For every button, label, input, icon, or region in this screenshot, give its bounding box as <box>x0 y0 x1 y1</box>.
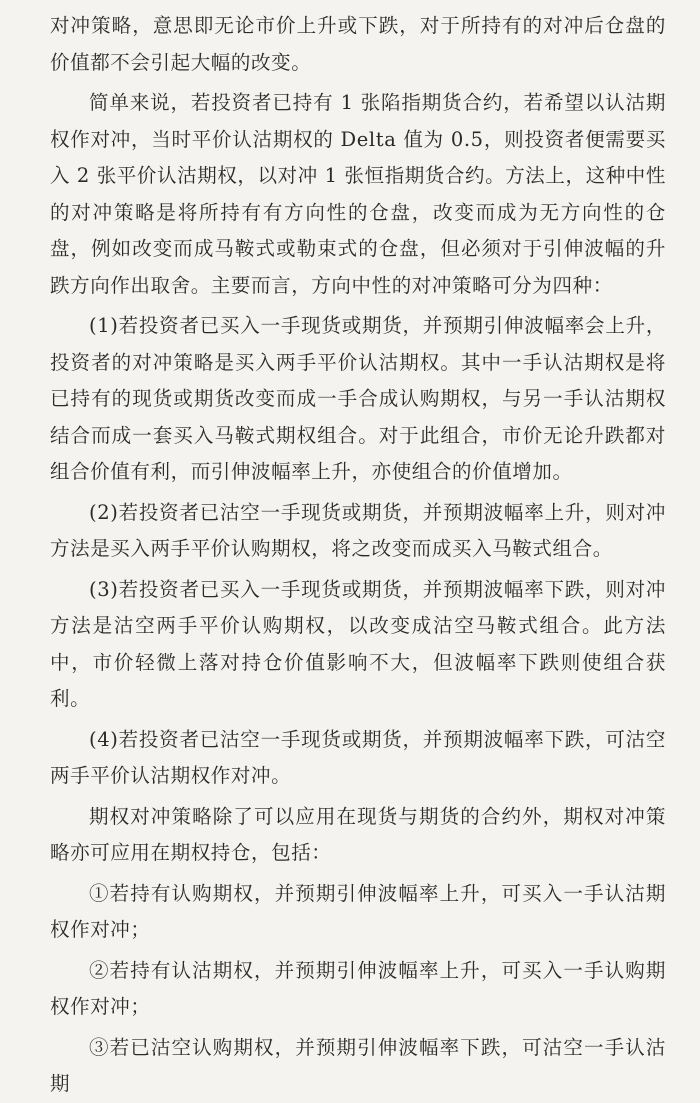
paragraph-strategy-3: (3)若投资者已买入一手现货或期货，并预期波幅率下跌，则对冲方法是沽空两手平价认购期权，以改变成沽空马鞍式组合。此方法中，市价轻微上落对持仓价值影响不大，但波幅率下跌则使组合获利。 <box>50 577 666 710</box>
paragraph-strategy-2: (2)若投资者已沽空一手现货或期货，并预期波幅率上升，则对冲方法是买入两手平价认购期权，将之改变而成买入马鞍式组合。 <box>50 500 666 560</box>
paragraph-simple-example: 简单来说，若投资者已持有 1 张陷指期货合约，若希望以认沽期权作对冲，当时平价认沽期权的 Delta 值为 0.5，则投资者便需要买入 2 张平价认沽期权，以对冲 1 张恒指期货合约。方法上，这种中性的对冲策略是将所持有有方向性的仓盘，改变而成为无方向性的仓盘，例如改变而成马鞍式或勒束式的仓盘，但必须对于引伸波幅的升跌方向作出取舍。主要而言，方向中性的对冲策略可分为四种： <box>50 91 667 297</box>
paragraph-intro-continued: 对冲策略，意思即无论市价上升或下跌，对于所持有的对冲后仓盘的价值都不会引起大幅的改变。 <box>50 14 666 74</box>
paragraph-strategy-1: (1)若投资者已买入一手现货或期货，并预期引伸波幅率会上升，投资者的对冲策略是买入两手平价认沽期权。其中一手认沽期权是将已持有的现货或期货改变而成一手合成认购期权，与另一手认沽期权结合而成一套买入马鞍式期权组合。对于此组合，市价无论升跌都对组合价值有利，而引伸波幅率上升，亦使组合的价值增加。 <box>50 314 666 483</box>
list-item-3: ③若已沽空认购期权，并预期引伸波幅率下跌，可沽空一手认沽期 <box>50 1035 666 1095</box>
list-item-1: ①若持有认购期权，并预期引伸波幅率上升，可买入一手认沽期权作对冲； <box>50 881 666 941</box>
paragraph-option-hedging: 期权对冲策略除了可以应用在现货与期货的合约外，期权对冲策略亦可应用在期权持仓，包括： <box>50 804 666 864</box>
list-item-2: ②若持有认沽期权，并预期引伸波幅率上升，可买入一手认购期权作对冲； <box>50 958 666 1018</box>
paragraph-strategy-4: (4)若投资者已沽空一手现货或期货，并预期波幅率下跌，可沽空两手平价认沽期权作对冲。 <box>50 727 666 787</box>
